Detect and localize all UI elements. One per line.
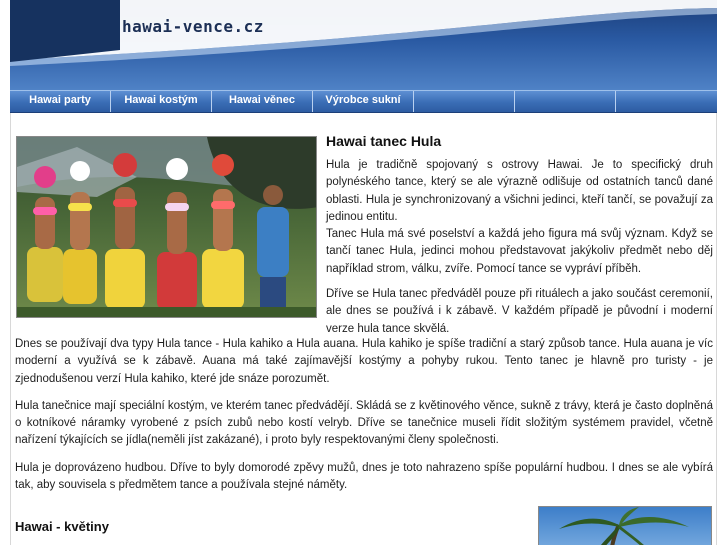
body-paragraph-3: Hula je doprovázeno hudbou. Dříve to byly domorodé zpěvy mužů, dnes je toto nahrazeno spíše populární hudbou. I dnes se ale vybírá tak, aby souvisela s předmětem tance a používala stejné náměty. [15,461,713,492]
site-title[interactable]: hawai-vence.cz [122,17,264,36]
article-title: Hawai tanec Hula [326,133,442,149]
hula-dancers-photo [16,136,317,318]
header-swoosh-graphic [10,0,717,90]
article-intro [326,157,713,346]
intro-paragraph-3: Dříve se Hula tanec předváděl pouze při rituálech a jako součást ceremonií, ale dnes se používá i k zábavě. V každém případě je původní i moderní verze hula tance skvělá. [326,288,713,335]
intro-paragraph-1: Hula je tradičně spojovaný s ostrovy Hawai. Je to specifický druh polynéského tance, který se ale výrazně odlišuje od ostatních tanců dané oblasti. Hula je synchronizovaný a všichni jedinci, kteří tančí, se považují za jedinou entitu. [326,159,713,223]
body-paragraph-1: Dnes se používají dva typy Hula tance - Hula kahiko a Hula auana. Hula kahiko je spíše tradiční a starý způsob tance. Hula auana je víc moderní a využívá se k zábavě. Auana má také zajímavější kostýmy a pohyby rukou. Tento tanec je hlavně pro turisty - je zjednodušenou verzí Hula kahiko, které jde snáze porozumět. [15,338,713,385]
site-header [0,0,727,90]
hula-dancers-illustration [17,137,317,318]
palm-tree-illustration [539,507,712,545]
article-body [15,336,713,504]
section-title-kvetiny: Hawai - květiny [15,519,109,534]
nav-item-empty-6[interactable] [515,91,616,112]
intro-paragraph [326,157,713,278]
nav-item-hawai-party[interactable]: Hawai party [10,91,111,112]
main-content [10,113,717,545]
nav-item-empty-7[interactable] [616,91,717,112]
nav-item-empty-5[interactable] [414,91,515,112]
main-nav [10,90,717,113]
intro-paragraph-2: Tanec Hula má své poselství a každá jeho figura má svůj význam. Když se tančí tanec Hula, jedinci mohou představovat jakýkoliv předmět nebo děj například strom, válku, zvíře. Pomocí tance se vypráví příběh. [326,228,713,275]
nav-item-hawai-venec[interactable]: Hawai věnec [212,91,313,112]
nav-item-hawai-kostym[interactable]: Hawai kostým [111,91,212,112]
palm-tree-photo [538,506,712,545]
body-paragraph-2: Hula tanečnice mají speciální kostým, ve kterém tanec předvádějí. Skládá se z květinového věnce, sukně z trávy, která je často doplněná o kotníkové náramky vyrobené z psích zubů nebo kostí velryb. Dříve se tanečnice museli řídit složitým systémem pravidel, včetně nařízení týkajících se jídla(neměli jíst zakázané), i proto byly respektovanými členy společnosti. [15,399,713,447]
header-banner [10,0,717,90]
nav-item-vyrobce-sukni[interactable]: Výrobce sukní [313,91,414,112]
